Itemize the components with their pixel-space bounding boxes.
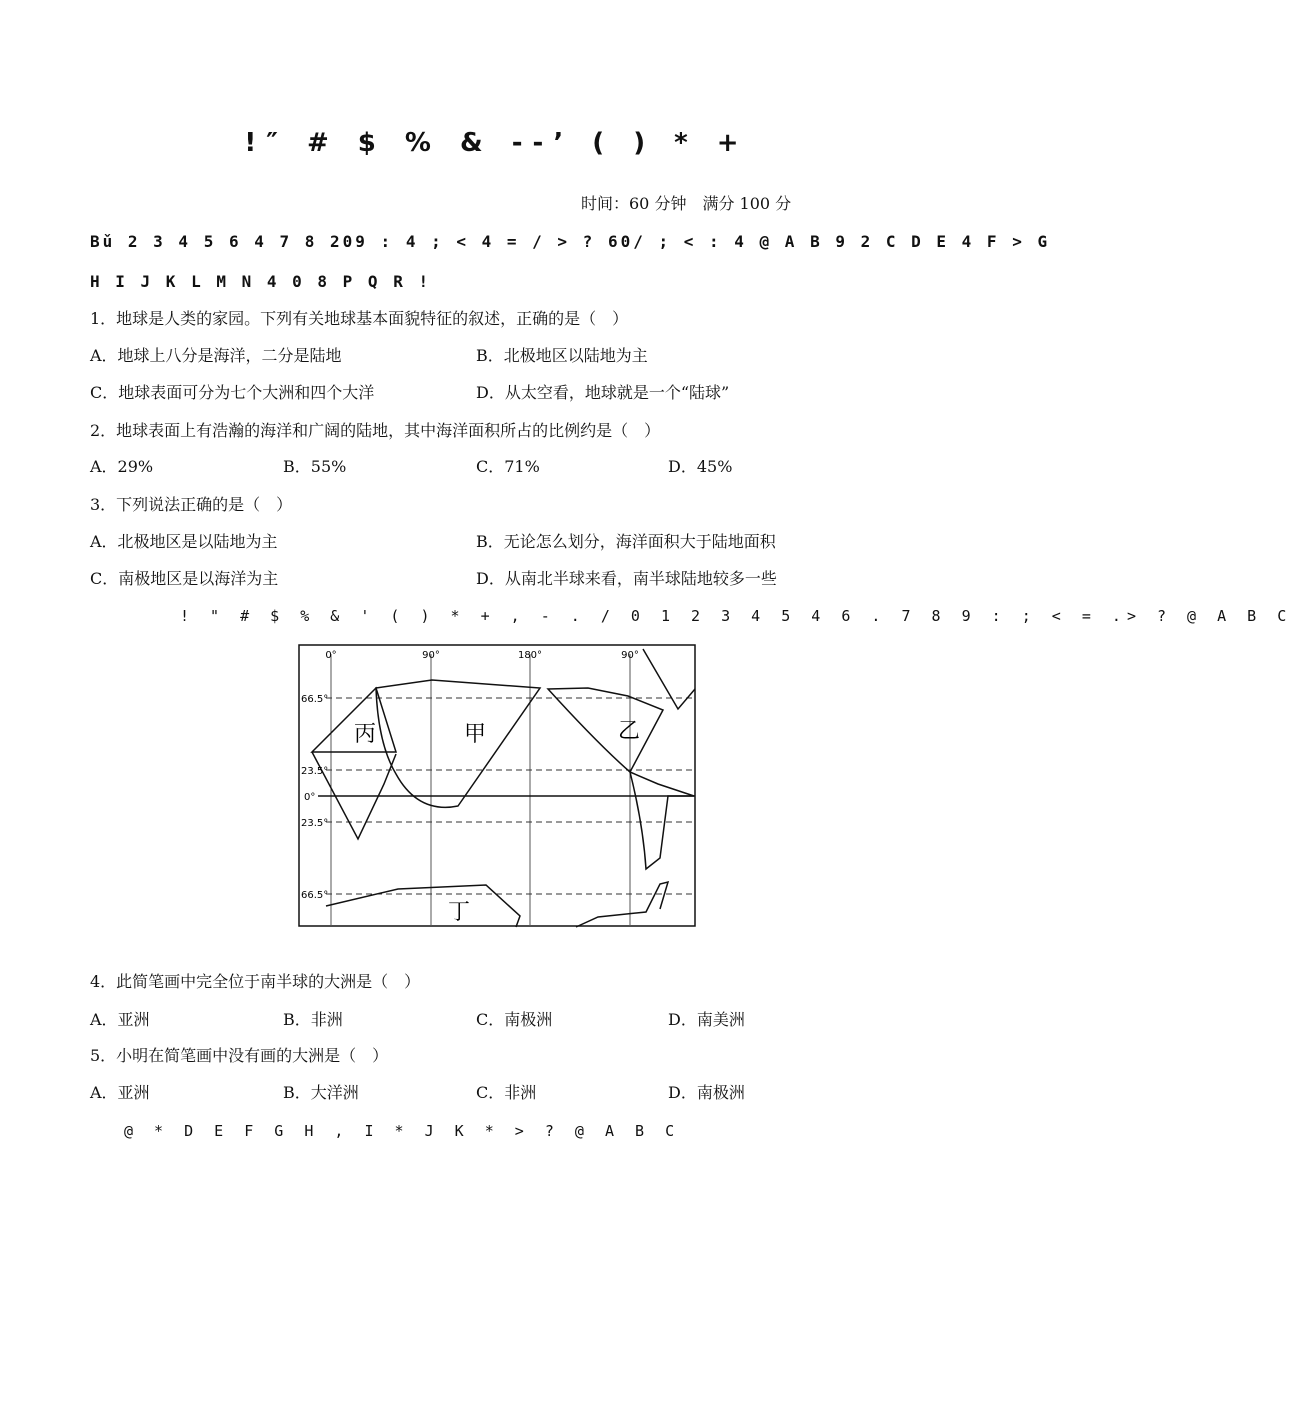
instruction-line-2: H I J K L M N 4 0 8 P Q R ! bbox=[90, 272, 432, 291]
question-4-option-d[interactable]: D．南美洲 bbox=[668, 1010, 745, 1029]
map-frame bbox=[299, 645, 695, 926]
page-title: !″ # $ % & --’ ( ) * + bbox=[244, 128, 749, 158]
question-5-option-b[interactable]: B．大洋洲 bbox=[283, 1083, 359, 1102]
instruction-line-1: Bǔ 2 3 4 5 6 4 7 8 209 : 4 ; < 4 = / > ? 60/ ; < : 4 @ A B 9 2 C D E 4 F > G bbox=[90, 232, 1051, 251]
label-yi: 乙 bbox=[618, 719, 641, 744]
lat-label-23-5s: 23.5° bbox=[301, 818, 329, 829]
exam-meta: 时间：60 分钟 满分 100 分 bbox=[581, 194, 792, 213]
lon-label-0: 0° bbox=[325, 650, 337, 661]
question-4-option-b[interactable]: B．非洲 bbox=[283, 1010, 343, 1029]
question-4-option-a[interactable]: A．亚洲 bbox=[90, 1010, 150, 1029]
label-bing: 丙 bbox=[354, 722, 377, 747]
question-5-option-d[interactable]: D．南极洲 bbox=[668, 1083, 745, 1102]
question-3-stem: 3．下列说法正确的是（ ） bbox=[90, 495, 293, 514]
question-2-option-a[interactable]: A．29% bbox=[90, 457, 154, 476]
lat-label-23-5n: 23.5° bbox=[301, 766, 329, 777]
question-5-option-a[interactable]: A．亚洲 bbox=[90, 1083, 150, 1102]
lon-label-90e: 90° bbox=[422, 650, 440, 661]
question-5-option-c[interactable]: C．非洲 bbox=[476, 1083, 537, 1102]
label-jia: 甲 bbox=[464, 722, 487, 747]
world-sketch-map bbox=[298, 644, 696, 927]
question-2-stem: 2．地球表面上有浩瀚的海洋和广阔的陆地，其中海洋面积所占的比例约是（ ） bbox=[90, 421, 661, 440]
question-1-option-b[interactable]: B．北极地区以陆地为主 bbox=[476, 346, 648, 365]
question-1-option-d[interactable]: D．从太空看，地球就是一个“陆球” bbox=[476, 383, 730, 402]
question-2-option-d[interactable]: D．45% bbox=[668, 457, 733, 476]
question-3-option-a[interactable]: A．北极地区是以陆地为主 bbox=[90, 532, 278, 551]
question-3-option-c[interactable]: C．南极地区是以海洋为主 bbox=[90, 569, 279, 588]
question-4-stem: 4．此简笔画中完全位于南半球的大洲是（ ） bbox=[90, 972, 421, 991]
question-3-option-d[interactable]: D．从南北半球来看，南半球陆地较多一些 bbox=[476, 569, 777, 588]
question-3-option-b[interactable]: B．无论怎么划分，海洋面积大于陆地面积 bbox=[476, 532, 776, 551]
question-1-stem: 1．地球是人类的家园。下列有关地球基本面貌特征的叙述，正确的是（ ） bbox=[90, 309, 629, 328]
question-4-option-c[interactable]: C．南极洲 bbox=[476, 1010, 553, 1029]
footer-text: @ * D E F G H , I * J K * > ? @ A B C bbox=[124, 1122, 681, 1140]
lat-label-equator: 0° bbox=[304, 792, 316, 803]
question-5-stem: 5．小明在简笔画中没有画的大洲是（ ） bbox=[90, 1046, 389, 1065]
lat-label-66-5s: 66.5° bbox=[301, 890, 329, 901]
question-2-option-b[interactable]: B．55% bbox=[283, 457, 347, 476]
lat-label-66-5n: 66.5° bbox=[301, 694, 329, 705]
question-2-option-c[interactable]: C．71% bbox=[476, 457, 540, 476]
lon-label-180: 180° bbox=[517, 650, 543, 661]
label-ding: 丁 bbox=[448, 900, 471, 925]
lon-label-90w: 90° bbox=[621, 650, 639, 661]
question-1-option-a[interactable]: A．地球上八分是海洋，二分是陆地 bbox=[90, 346, 342, 365]
map-intro-text: ! " # $ % & ' ( ) * + , - . / 0 1 2 3 4 5 4 6 . 7 8 9 : ; < = .> ? @ A B C bbox=[180, 607, 1292, 625]
question-1-option-c[interactable]: C．地球表面可分为七个大洲和四个大洋 bbox=[90, 383, 375, 402]
